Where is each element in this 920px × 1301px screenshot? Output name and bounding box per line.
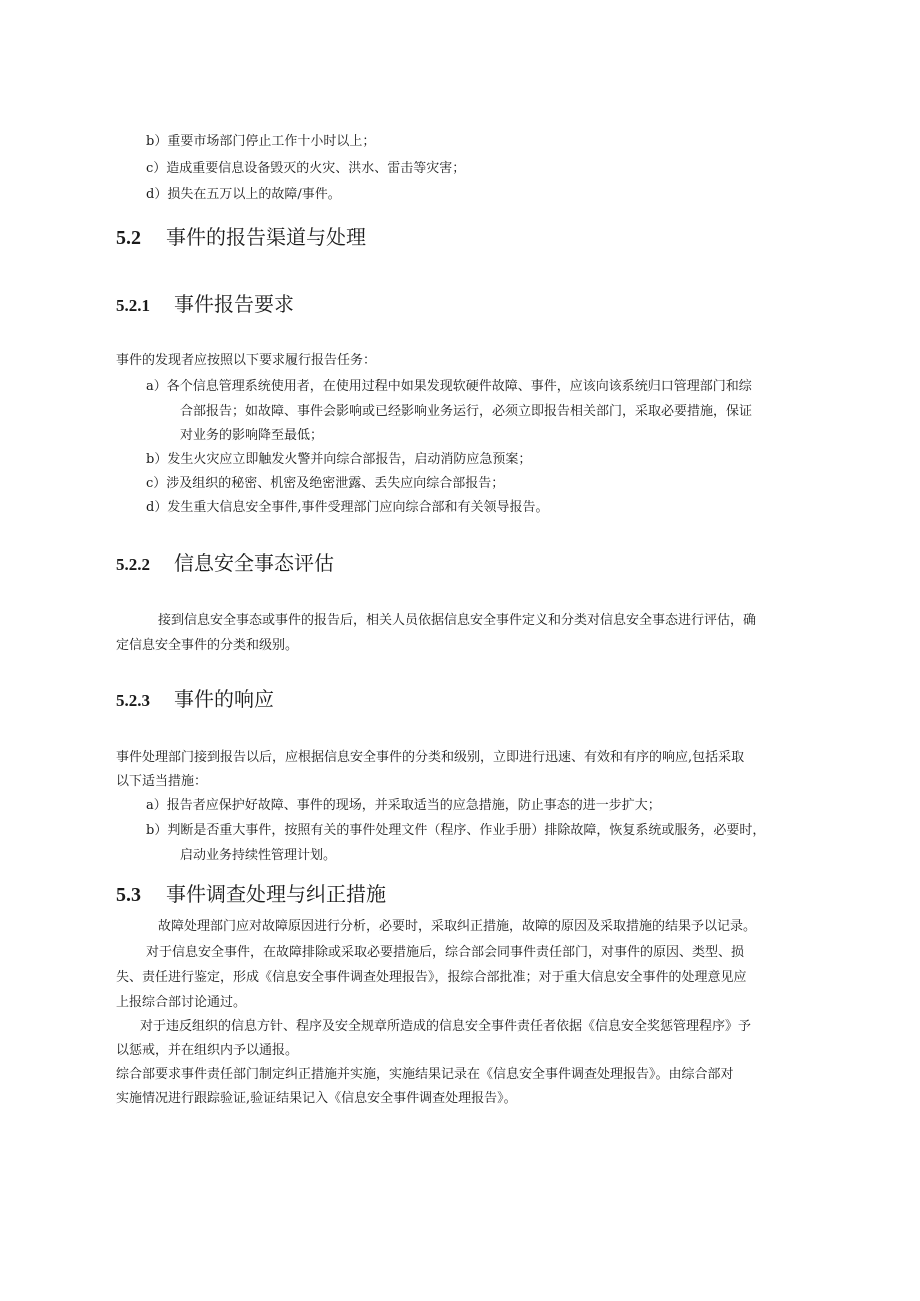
section-heading-5-3 — [116, 882, 386, 907]
section-heading-5-2-3 — [116, 687, 274, 713]
list-item: a）报告者应保护好故障、事件的现场，并采取适当的应急措施，防止事态的进一步扩大； — [146, 798, 661, 813]
list-item: b）发生火灾应立即触发火警并向综合部报告，启动消防应急预案； — [146, 452, 532, 467]
paragraph: 对于信息安全事件，在故障排除或采取必要措施后，综合部会同事件责任部门，对事件的原因、类型、损 — [146, 945, 745, 960]
paragraph: 事件的发现者应按照以下要求履行报告任务： — [116, 353, 377, 368]
paragraph-continuation: 失、责任进行鉴定，形成《信息安全事件调查处理报告》，报综合部批准；对于重大信息安全事件的处理意见应 — [116, 970, 747, 985]
section-number: 5.2.3 — [116, 691, 150, 710]
list-item: d）发生重大信息安全事件,事件受理部门应向综合部和有关领导报告。 — [146, 500, 549, 515]
section-number: 5.2.2 — [116, 555, 150, 574]
list-item: a）各个信息管理系统使用者，在使用过程中如果发现软硬件故障、事件，应该向该系统归口管理部门和综 — [146, 379, 752, 394]
section-number: 5.3 — [116, 884, 141, 906]
section-title: 事件调查处理与纠正措施 — [166, 882, 386, 906]
paragraph-continuation: 实施情况进行跟踪验证,验证结果记入《信息安全事件调查处理报告》。 — [116, 1091, 517, 1106]
list-item: c）造成重要信息设备毁灭的火灾、洪水、雷击等灾害； — [146, 161, 466, 176]
section-title: 信息安全事态评估 — [174, 551, 334, 575]
paragraph: 综合部要求事件责任部门制定纠正措施并实施，实施结果记录在《信息安全事件调查处理报告》。由综合部对 — [116, 1067, 734, 1082]
paragraph-continuation: 上报综合部讨论通过。 — [116, 995, 247, 1010]
paragraph: 事件处理部门接到报告以后，应根据信息安全事件的分类和级别，立即进行迅速、有效和有序的响应,包括采取 — [116, 750, 745, 765]
paragraph: 接到信息安全事态或事件的报告后，相关人员依据信息安全事件定义和分类对信息安全事态进行评估，确 — [158, 613, 757, 628]
section-heading-5-2-2 — [116, 551, 334, 577]
list-item: b）判断是否重大事件，按照有关的事件处理文件（程序、作业手册）排除故障，恢复系统或服务，必要时， — [146, 823, 766, 838]
list-item-continuation: 合部报告；如故障、事件会影响或已经影响业务运行，必须立即报告相关部门，采取必要措施，保证 — [180, 404, 753, 419]
paragraph-continuation: 以惩戒，并在组织内予以通报。 — [116, 1043, 299, 1058]
paragraph: 对于违反组织的信息方针、程序及安全规章所造成的信息安全事件责任者依据《信息安全奖惩管理程序》予 — [140, 1019, 752, 1034]
section-title: 事件报告要求 — [174, 292, 294, 316]
section-number: 5.2.1 — [116, 296, 150, 315]
section-number: 5.2 — [116, 227, 141, 249]
section-heading-5-2 — [116, 225, 366, 250]
paragraph-continuation: 以下适当措施： — [116, 774, 208, 789]
paragraph: 故障处理部门应对故障原因进行分析，必要时，采取纠正措施，故障的原因及采取措施的结果予以记录。 — [158, 919, 757, 934]
list-item: d）损失在五万以上的故障/事件。 — [146, 187, 341, 202]
list-item-continuation: 对业务的影响降至最低； — [180, 428, 324, 443]
section-heading-5-2-1 — [116, 292, 294, 318]
list-item-continuation: 启动业务持续性管理计划。 — [180, 848, 337, 863]
section-title: 事件的报告渠道与处理 — [166, 225, 366, 249]
paragraph-continuation: 定信息安全事件的分类和级别。 — [116, 638, 299, 653]
section-title: 事件的响应 — [174, 687, 274, 711]
list-item: b）重要市场部门停止工作十小时以上； — [146, 134, 376, 149]
list-item: c）涉及组织的秘密、机密及绝密泄露、丢失应向综合部报告； — [146, 476, 505, 491]
